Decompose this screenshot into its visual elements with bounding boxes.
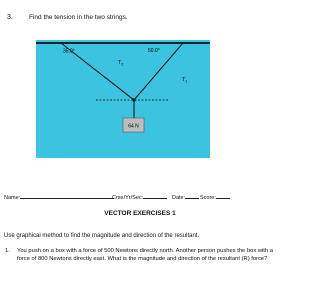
date-field[interactable] (172, 193, 199, 201)
name-blank[interactable] (20, 193, 114, 199)
date-blank[interactable] (185, 193, 199, 199)
score-field[interactable] (200, 193, 230, 201)
crse-blank[interactable] (143, 193, 167, 199)
name-field[interactable] (4, 193, 114, 201)
weight-label: 64 N (128, 123, 139, 130)
crse-field[interactable] (112, 193, 167, 201)
item-text: You push on a box with a force of 500 Newtons directly north. Another person pushes the box with a force of 800 Newtons directly east. What is the magnitude and direction of the resultant (R) force? (17, 248, 273, 262)
name-label: Name: (4, 195, 21, 201)
worksheet-title: VECTOR EXERCISES 1 (104, 210, 176, 217)
right-angle-label: 50.0° (148, 48, 160, 54)
instruction-text: Use graphical method to find the magnitude and direction of the resultant. (4, 233, 200, 239)
crse-label: Crse/Yr/Sec: (112, 195, 144, 201)
diagram-background (36, 40, 210, 158)
tension-left-label: $T_2$ (118, 60, 124, 67)
knot-point (132, 98, 135, 101)
tension-right-label: $T_1$ (182, 77, 188, 84)
score-blank[interactable] (216, 193, 230, 199)
question-text: Find the tension in the two strings. (29, 14, 128, 21)
left-angle-label: 35.0° (63, 48, 75, 55)
score-label: Score: (200, 195, 216, 201)
date-label: Date: (172, 195, 186, 201)
item-number: 1. (5, 248, 10, 254)
question-number: 3. (7, 14, 13, 21)
